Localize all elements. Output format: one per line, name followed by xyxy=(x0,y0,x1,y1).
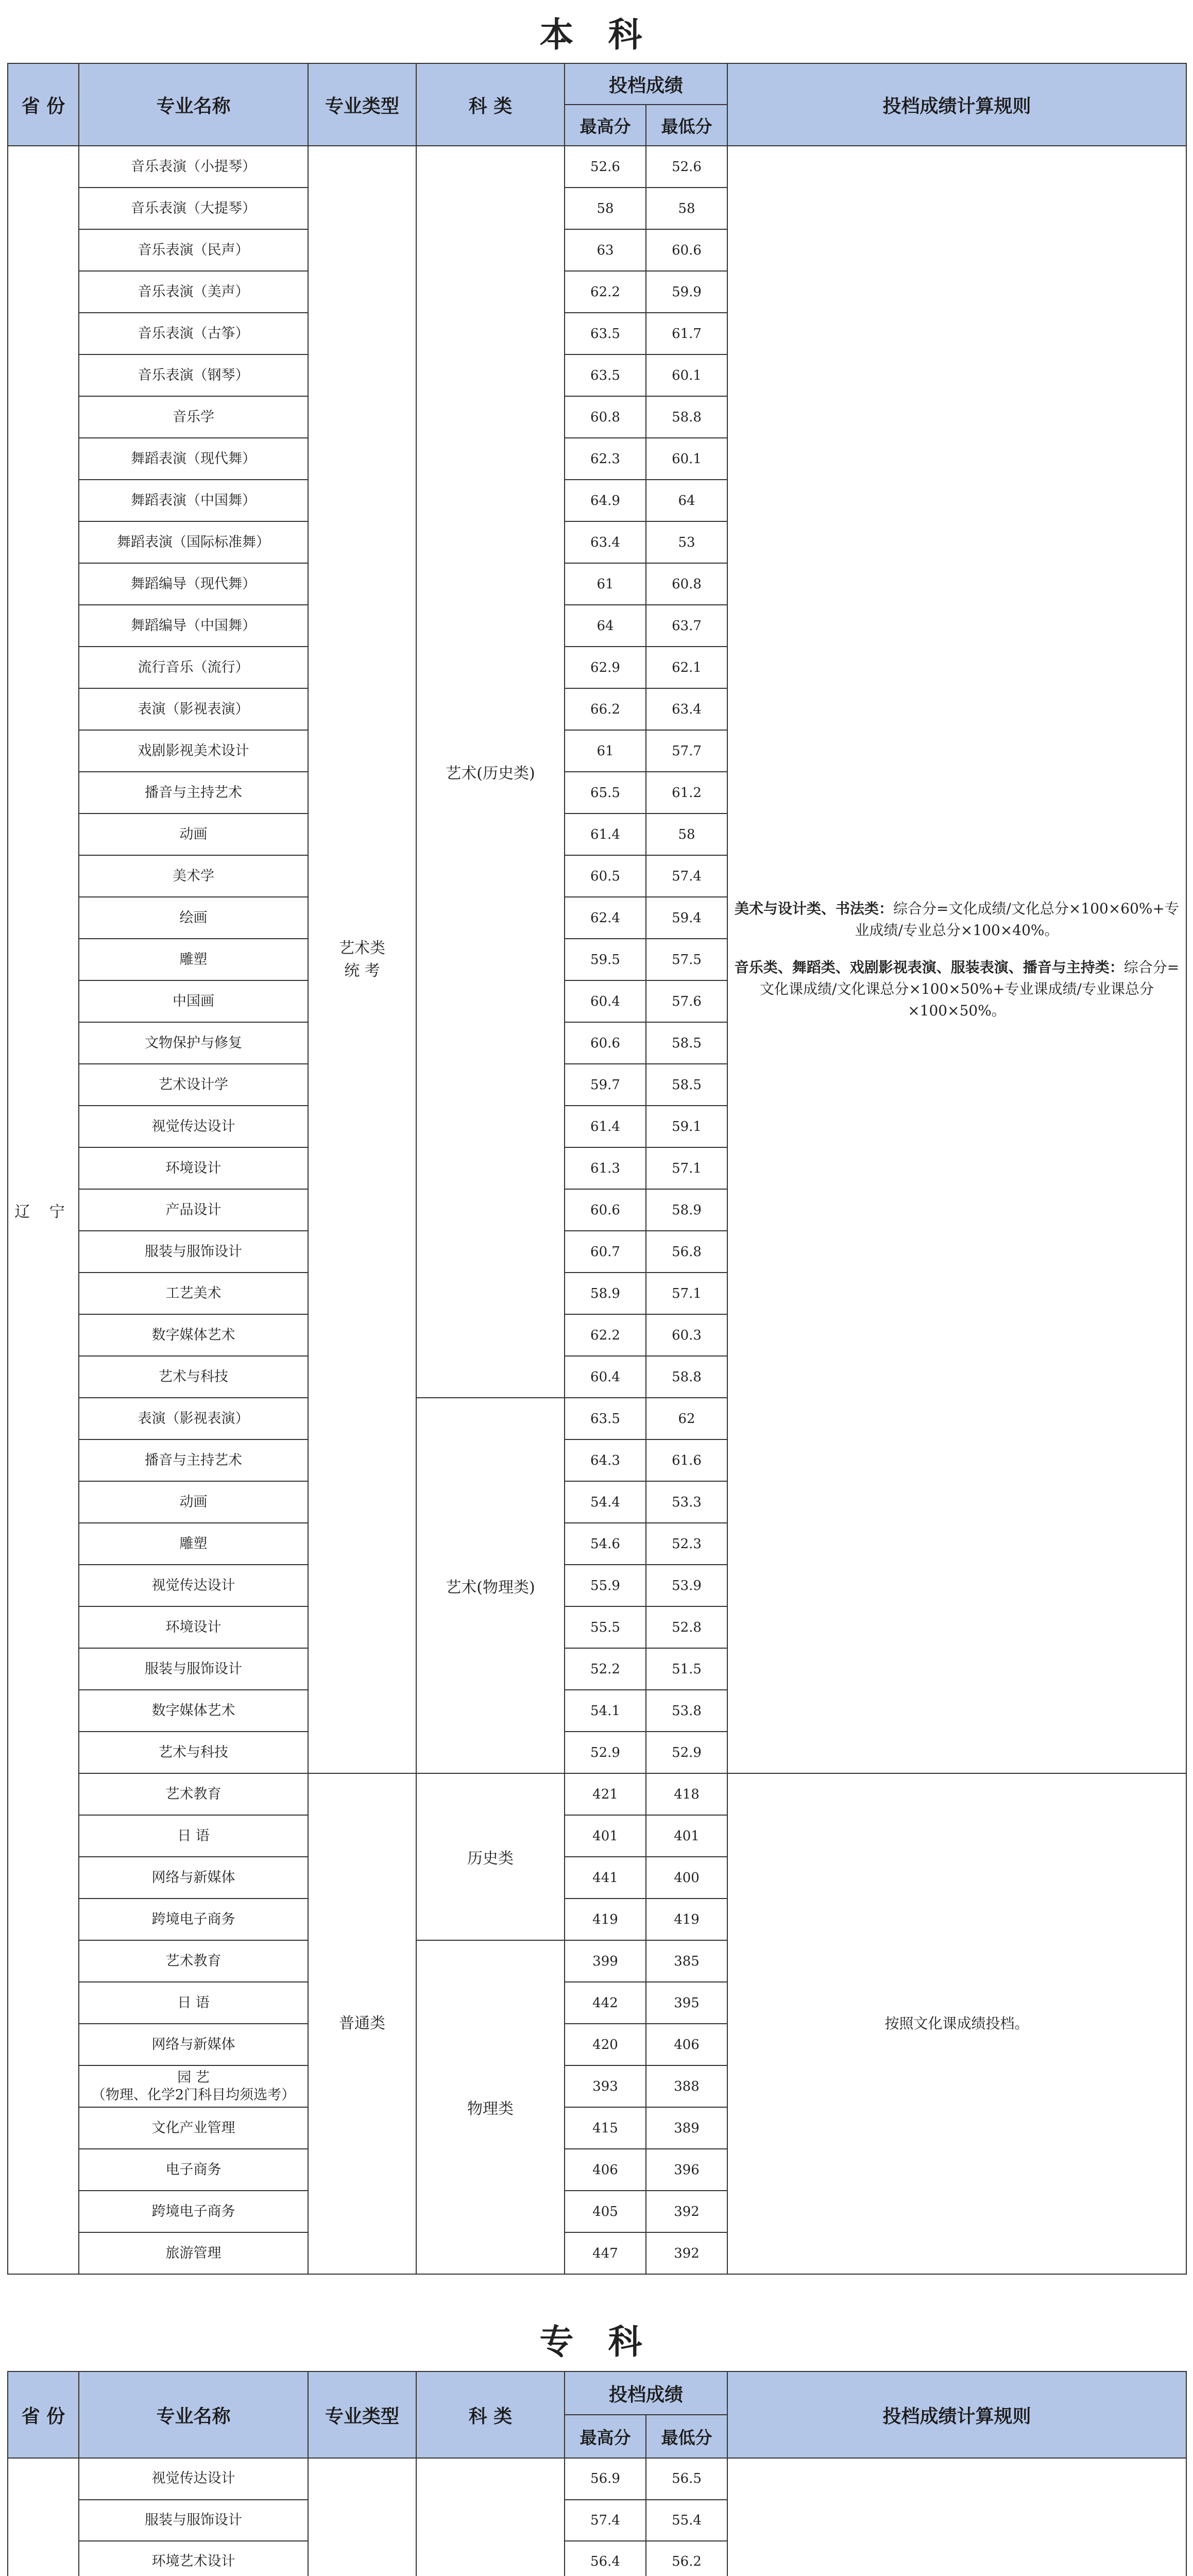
major-cell: 视觉传达设计 xyxy=(79,1106,308,1147)
major-cell: 舞蹈表演（中国舞） xyxy=(79,480,308,521)
max-score-cell: 56.4 xyxy=(565,2541,646,2576)
max-score-cell: 63.5 xyxy=(565,313,646,354)
major-cell: 舞蹈表演（国际标准舞） xyxy=(79,521,308,563)
major-type-cell xyxy=(308,2458,416,2576)
min-score-cell: 400 xyxy=(646,1857,727,1899)
rule-cell-art xyxy=(727,146,1186,1773)
max-score-cell: 59.7 xyxy=(565,1064,646,1106)
min-score-cell: 55.4 xyxy=(646,2500,727,2541)
max-score-cell: 401 xyxy=(565,1815,646,1857)
major-type-cell: 艺术类 统 考 xyxy=(308,146,416,1773)
max-score-cell: 62.2 xyxy=(565,271,646,313)
province-cell xyxy=(8,2458,79,2576)
min-score-cell: 395 xyxy=(646,1982,727,2024)
max-score-cell: 63.5 xyxy=(565,1398,646,1439)
max-score-cell: 60.4 xyxy=(565,1356,646,1398)
zhuanke-title: 专 科 xyxy=(539,2321,654,2362)
max-score-cell: 62.4 xyxy=(565,897,646,939)
min-score-cell: 60.3 xyxy=(646,1314,727,1356)
header-min: 最低分 xyxy=(646,2415,727,2458)
min-score-cell: 392 xyxy=(646,2232,727,2274)
min-score-cell: 53 xyxy=(646,521,727,563)
rule-cell-art xyxy=(727,2458,1186,2576)
min-score-cell: 57.5 xyxy=(646,939,727,980)
max-score-cell: 447 xyxy=(565,2232,646,2274)
min-score-cell: 52.3 xyxy=(646,1523,727,1565)
major-cell: 网络与新媒体 xyxy=(79,1857,308,1899)
major-cell: 数字媒体艺术 xyxy=(79,1690,308,1732)
max-score-cell: 415 xyxy=(565,2107,646,2149)
major-cell: 电子商务 xyxy=(79,2149,308,2191)
min-score-cell: 53.8 xyxy=(646,1690,727,1732)
major-cell: 工艺美术 xyxy=(79,1273,308,1314)
min-score-cell: 59.1 xyxy=(646,1106,727,1147)
max-score-cell: 56.9 xyxy=(565,2458,646,2500)
min-score-cell: 60.1 xyxy=(646,354,727,396)
rule-art-paragraph-1 xyxy=(728,898,1186,941)
rule-art-text-2: 综合分=文化课成绩/文化课总分×100×50%+专业课成绩/专业课总分×100×50%。 xyxy=(760,958,1180,1019)
header-rule: 投档成绩计算规则 xyxy=(727,2371,1186,2458)
max-score-cell: 59.5 xyxy=(565,939,646,980)
max-score-cell: 406 xyxy=(565,2149,646,2191)
header-type: 专业类型 xyxy=(308,63,416,146)
major-cell: 舞蹈编导（中国舞） xyxy=(79,605,308,647)
major-cell: 音乐表演（古筝） xyxy=(79,313,308,354)
benke-table xyxy=(7,63,1187,2275)
max-score-cell: 63.5 xyxy=(565,354,646,396)
major-cell: 文物保护与修复 xyxy=(79,1022,308,1064)
max-score-cell: 52.9 xyxy=(565,1732,646,1773)
min-score-cell: 60.1 xyxy=(646,438,727,480)
zhuanke-table xyxy=(7,2371,1187,2576)
header-province: 省 份 xyxy=(8,63,79,146)
major-cell: 环境设计 xyxy=(79,1606,308,1648)
major-cell: 艺术与科技 xyxy=(79,1732,308,1773)
max-score-cell: 64.3 xyxy=(565,1439,646,1481)
min-score-cell: 53.3 xyxy=(646,1481,727,1523)
major-cell: 网络与新媒体 xyxy=(79,2024,308,2065)
category-cell: 艺术(物理类) xyxy=(416,1398,565,1773)
major-cell: 雕塑 xyxy=(79,1523,308,1565)
major-cell: 数字媒体艺术 xyxy=(79,1314,308,1356)
max-score-cell: 61.4 xyxy=(565,814,646,855)
major-cell: 跨境电子商务 xyxy=(79,1899,308,1940)
major-cell: 音乐表演（大提琴） xyxy=(79,188,308,229)
max-score-cell: 54.6 xyxy=(565,1523,646,1565)
min-score-cell: 62.1 xyxy=(646,647,727,688)
min-score-cell: 60.8 xyxy=(646,563,727,605)
header-major: 专业名称 xyxy=(79,63,308,146)
max-score-cell: 58.9 xyxy=(565,1273,646,1314)
major-cell: 流行音乐（流行） xyxy=(79,647,308,688)
max-score-cell: 62.3 xyxy=(565,438,646,480)
min-score-cell: 385 xyxy=(646,1940,727,1982)
min-score-cell: 419 xyxy=(646,1899,727,1940)
max-score-cell: 442 xyxy=(565,1982,646,2024)
major-cell: 音乐学 xyxy=(79,396,308,438)
major-cell: 表演（影视表演） xyxy=(79,1398,308,1439)
major-cell: 艺术设计学 xyxy=(79,1064,308,1106)
min-score-cell: 57.7 xyxy=(646,730,727,772)
max-score-cell: 61 xyxy=(565,730,646,772)
min-score-cell: 51.5 xyxy=(646,1648,727,1690)
major-cell: 环境设计 xyxy=(79,1147,308,1189)
max-score-cell: 405 xyxy=(565,2191,646,2232)
major-cell: 美术学 xyxy=(79,855,308,897)
rule-art-label-1: 美术与设计类、书法类： xyxy=(735,900,894,917)
min-score-cell: 61.7 xyxy=(646,313,727,354)
major-cell: 播音与主持艺术 xyxy=(79,1439,308,1481)
table-row xyxy=(8,146,1186,188)
major-cell: 音乐表演（美声） xyxy=(79,271,308,313)
header-category: 科 类 xyxy=(416,63,565,146)
max-score-cell: 58 xyxy=(565,188,646,229)
min-score-cell: 57.4 xyxy=(646,855,727,897)
max-score-cell: 52.2 xyxy=(565,1648,646,1690)
max-score-cell: 420 xyxy=(565,2024,646,2065)
major-cell: 服装与服饰设计 xyxy=(79,1648,308,1690)
header-max: 最高分 xyxy=(565,2415,646,2458)
min-score-cell: 58.5 xyxy=(646,1022,727,1064)
major-cell: 舞蹈编导（现代舞） xyxy=(79,563,308,605)
max-score-cell: 63 xyxy=(565,229,646,271)
min-score-cell: 401 xyxy=(646,1815,727,1857)
max-score-cell: 419 xyxy=(565,1899,646,1940)
min-score-cell: 392 xyxy=(646,2191,727,2232)
major-cell: 音乐表演（民声） xyxy=(79,229,308,271)
major-cell: 日 语 xyxy=(79,1982,308,2024)
max-score-cell: 54.4 xyxy=(565,1481,646,1523)
min-score-cell: 52.6 xyxy=(646,146,727,188)
category-cell xyxy=(416,2458,565,2576)
header-min: 最低分 xyxy=(646,105,727,146)
min-score-cell: 396 xyxy=(646,2149,727,2191)
max-score-cell: 61 xyxy=(565,563,646,605)
max-score-cell: 441 xyxy=(565,1857,646,1899)
header-province: 省 份 xyxy=(8,2371,79,2458)
major-cell: 舞蹈表演（现代舞） xyxy=(79,438,308,480)
major-cell: 音乐表演（钢琴） xyxy=(79,354,308,396)
major-cell: 服装与服饰设计 xyxy=(79,2500,308,2541)
min-score-cell: 58.9 xyxy=(646,1189,727,1231)
max-score-cell: 57.4 xyxy=(565,2500,646,2541)
category-cell: 艺术(历史类) xyxy=(416,146,565,1398)
max-score-cell: 55.5 xyxy=(565,1606,646,1648)
table-row xyxy=(8,1773,1186,1815)
min-score-cell: 61.2 xyxy=(646,772,727,814)
header-rule: 投档成绩计算规则 xyxy=(727,63,1186,146)
min-score-cell: 57.6 xyxy=(646,980,727,1022)
header-major: 专业名称 xyxy=(79,2371,308,2458)
major-cell: 艺术教育 xyxy=(79,1940,308,1982)
table-row xyxy=(8,2458,1186,2500)
min-score-cell: 59.9 xyxy=(646,271,727,313)
min-score-cell: 53.9 xyxy=(646,1565,727,1606)
major-cell: 表演（影视表演） xyxy=(79,688,308,730)
min-score-cell: 388 xyxy=(646,2065,727,2107)
min-score-cell: 63.4 xyxy=(646,688,727,730)
major-cell: 绘画 xyxy=(79,897,308,939)
min-score-cell: 58.8 xyxy=(646,396,727,438)
min-score-cell: 59.4 xyxy=(646,897,727,939)
max-score-cell: 64 xyxy=(565,605,646,647)
min-score-cell: 57.1 xyxy=(646,1147,727,1189)
major-cell: 服装与服饰设计 xyxy=(79,1231,308,1273)
major-type-cell: 普通类 xyxy=(308,1773,416,2274)
major-cell: 艺术教育 xyxy=(79,1773,308,1815)
major-cell: 动画 xyxy=(79,1481,308,1523)
min-score-cell: 56.2 xyxy=(646,2541,727,2576)
max-score-cell: 60.6 xyxy=(565,1189,646,1231)
rule-cell-general: 按照文化课成绩投档。 xyxy=(727,1773,1186,2274)
header-category: 科 类 xyxy=(416,2371,565,2458)
min-score-cell: 406 xyxy=(646,2024,727,2065)
max-score-cell: 60.6 xyxy=(565,1022,646,1064)
rule-art-text-1: 综合分=文化成绩/文化总分×100×60%+专业成绩/专业总分×100×40%。 xyxy=(855,900,1179,939)
header-max: 最高分 xyxy=(565,105,646,146)
major-cell: 旅游管理 xyxy=(79,2232,308,2274)
max-score-cell: 64.9 xyxy=(565,480,646,521)
major-cell: 视觉传达设计 xyxy=(79,2458,308,2500)
major-cell: 跨境电子商务 xyxy=(79,2191,308,2232)
major-cell: 戏剧影视美术设计 xyxy=(79,730,308,772)
major-cell: 播音与主持艺术 xyxy=(79,772,308,814)
max-score-cell: 421 xyxy=(565,1773,646,1815)
min-score-cell: 61.6 xyxy=(646,1439,727,1481)
major-cell: 环境艺术设计 xyxy=(79,2541,308,2576)
min-score-cell: 62 xyxy=(646,1398,727,1439)
benke-title: 本 科 xyxy=(539,14,654,55)
header-score: 投档成绩 xyxy=(565,2371,727,2415)
max-score-cell: 62.9 xyxy=(565,647,646,688)
major-cell: 动画 xyxy=(79,814,308,855)
max-score-cell: 52.6 xyxy=(565,146,646,188)
min-score-cell: 389 xyxy=(646,2107,727,2149)
rule-art-label-2: 音乐类、舞蹈类、戏剧影视表演、服装表演、播音与主持类： xyxy=(734,958,1124,976)
max-score-cell: 61.3 xyxy=(565,1147,646,1189)
major-cell: 音乐表演（小提琴） xyxy=(79,146,308,188)
max-score-cell: 55.9 xyxy=(565,1565,646,1606)
header-score: 投档成绩 xyxy=(565,63,727,105)
max-score-cell: 61.4 xyxy=(565,1106,646,1147)
min-score-cell: 60.6 xyxy=(646,229,727,271)
category-cell: 物理类 xyxy=(416,1940,565,2274)
major-cell: 雕塑 xyxy=(79,939,308,980)
max-score-cell: 54.1 xyxy=(565,1690,646,1732)
max-score-cell: 66.2 xyxy=(565,688,646,730)
major-cell: 产品设计 xyxy=(79,1189,308,1231)
major-cell: 日 语 xyxy=(79,1815,308,1857)
major-cell: 艺术与科技 xyxy=(79,1356,308,1398)
min-score-cell: 56.8 xyxy=(646,1231,727,1273)
province-cell: 辽 宁 xyxy=(8,146,79,2274)
major-cell: 视觉传达设计 xyxy=(79,1565,308,1606)
max-score-cell: 60.7 xyxy=(565,1231,646,1273)
major-cell: 文化产业管理 xyxy=(79,2107,308,2149)
max-score-cell: 60.4 xyxy=(565,980,646,1022)
max-score-cell: 62.2 xyxy=(565,1314,646,1356)
min-score-cell: 64 xyxy=(646,480,727,521)
rule-art-paragraph-2 xyxy=(728,957,1186,1022)
min-score-cell: 52.9 xyxy=(646,1732,727,1773)
header-type: 专业类型 xyxy=(308,2371,416,2458)
max-score-cell: 60.8 xyxy=(565,396,646,438)
min-score-cell: 58.5 xyxy=(646,1064,727,1106)
min-score-cell: 418 xyxy=(646,1773,727,1815)
max-score-cell: 60.5 xyxy=(565,855,646,897)
min-score-cell: 58.8 xyxy=(646,1356,727,1398)
max-score-cell: 393 xyxy=(565,2065,646,2107)
min-score-cell: 58 xyxy=(646,814,727,855)
min-score-cell: 57.1 xyxy=(646,1273,727,1314)
min-score-cell: 58 xyxy=(646,188,727,229)
max-score-cell: 399 xyxy=(565,1940,646,1982)
major-cell: 园 艺 （物理、化学2门科目均须选考） xyxy=(79,2065,308,2107)
major-cell: 中国画 xyxy=(79,980,308,1022)
category-cell: 历史类 xyxy=(416,1773,565,1940)
min-score-cell: 52.8 xyxy=(646,1606,727,1648)
max-score-cell: 63.4 xyxy=(565,521,646,563)
min-score-cell: 56.5 xyxy=(646,2458,727,2500)
max-score-cell: 65.5 xyxy=(565,772,646,814)
min-score-cell: 63.7 xyxy=(646,605,727,647)
